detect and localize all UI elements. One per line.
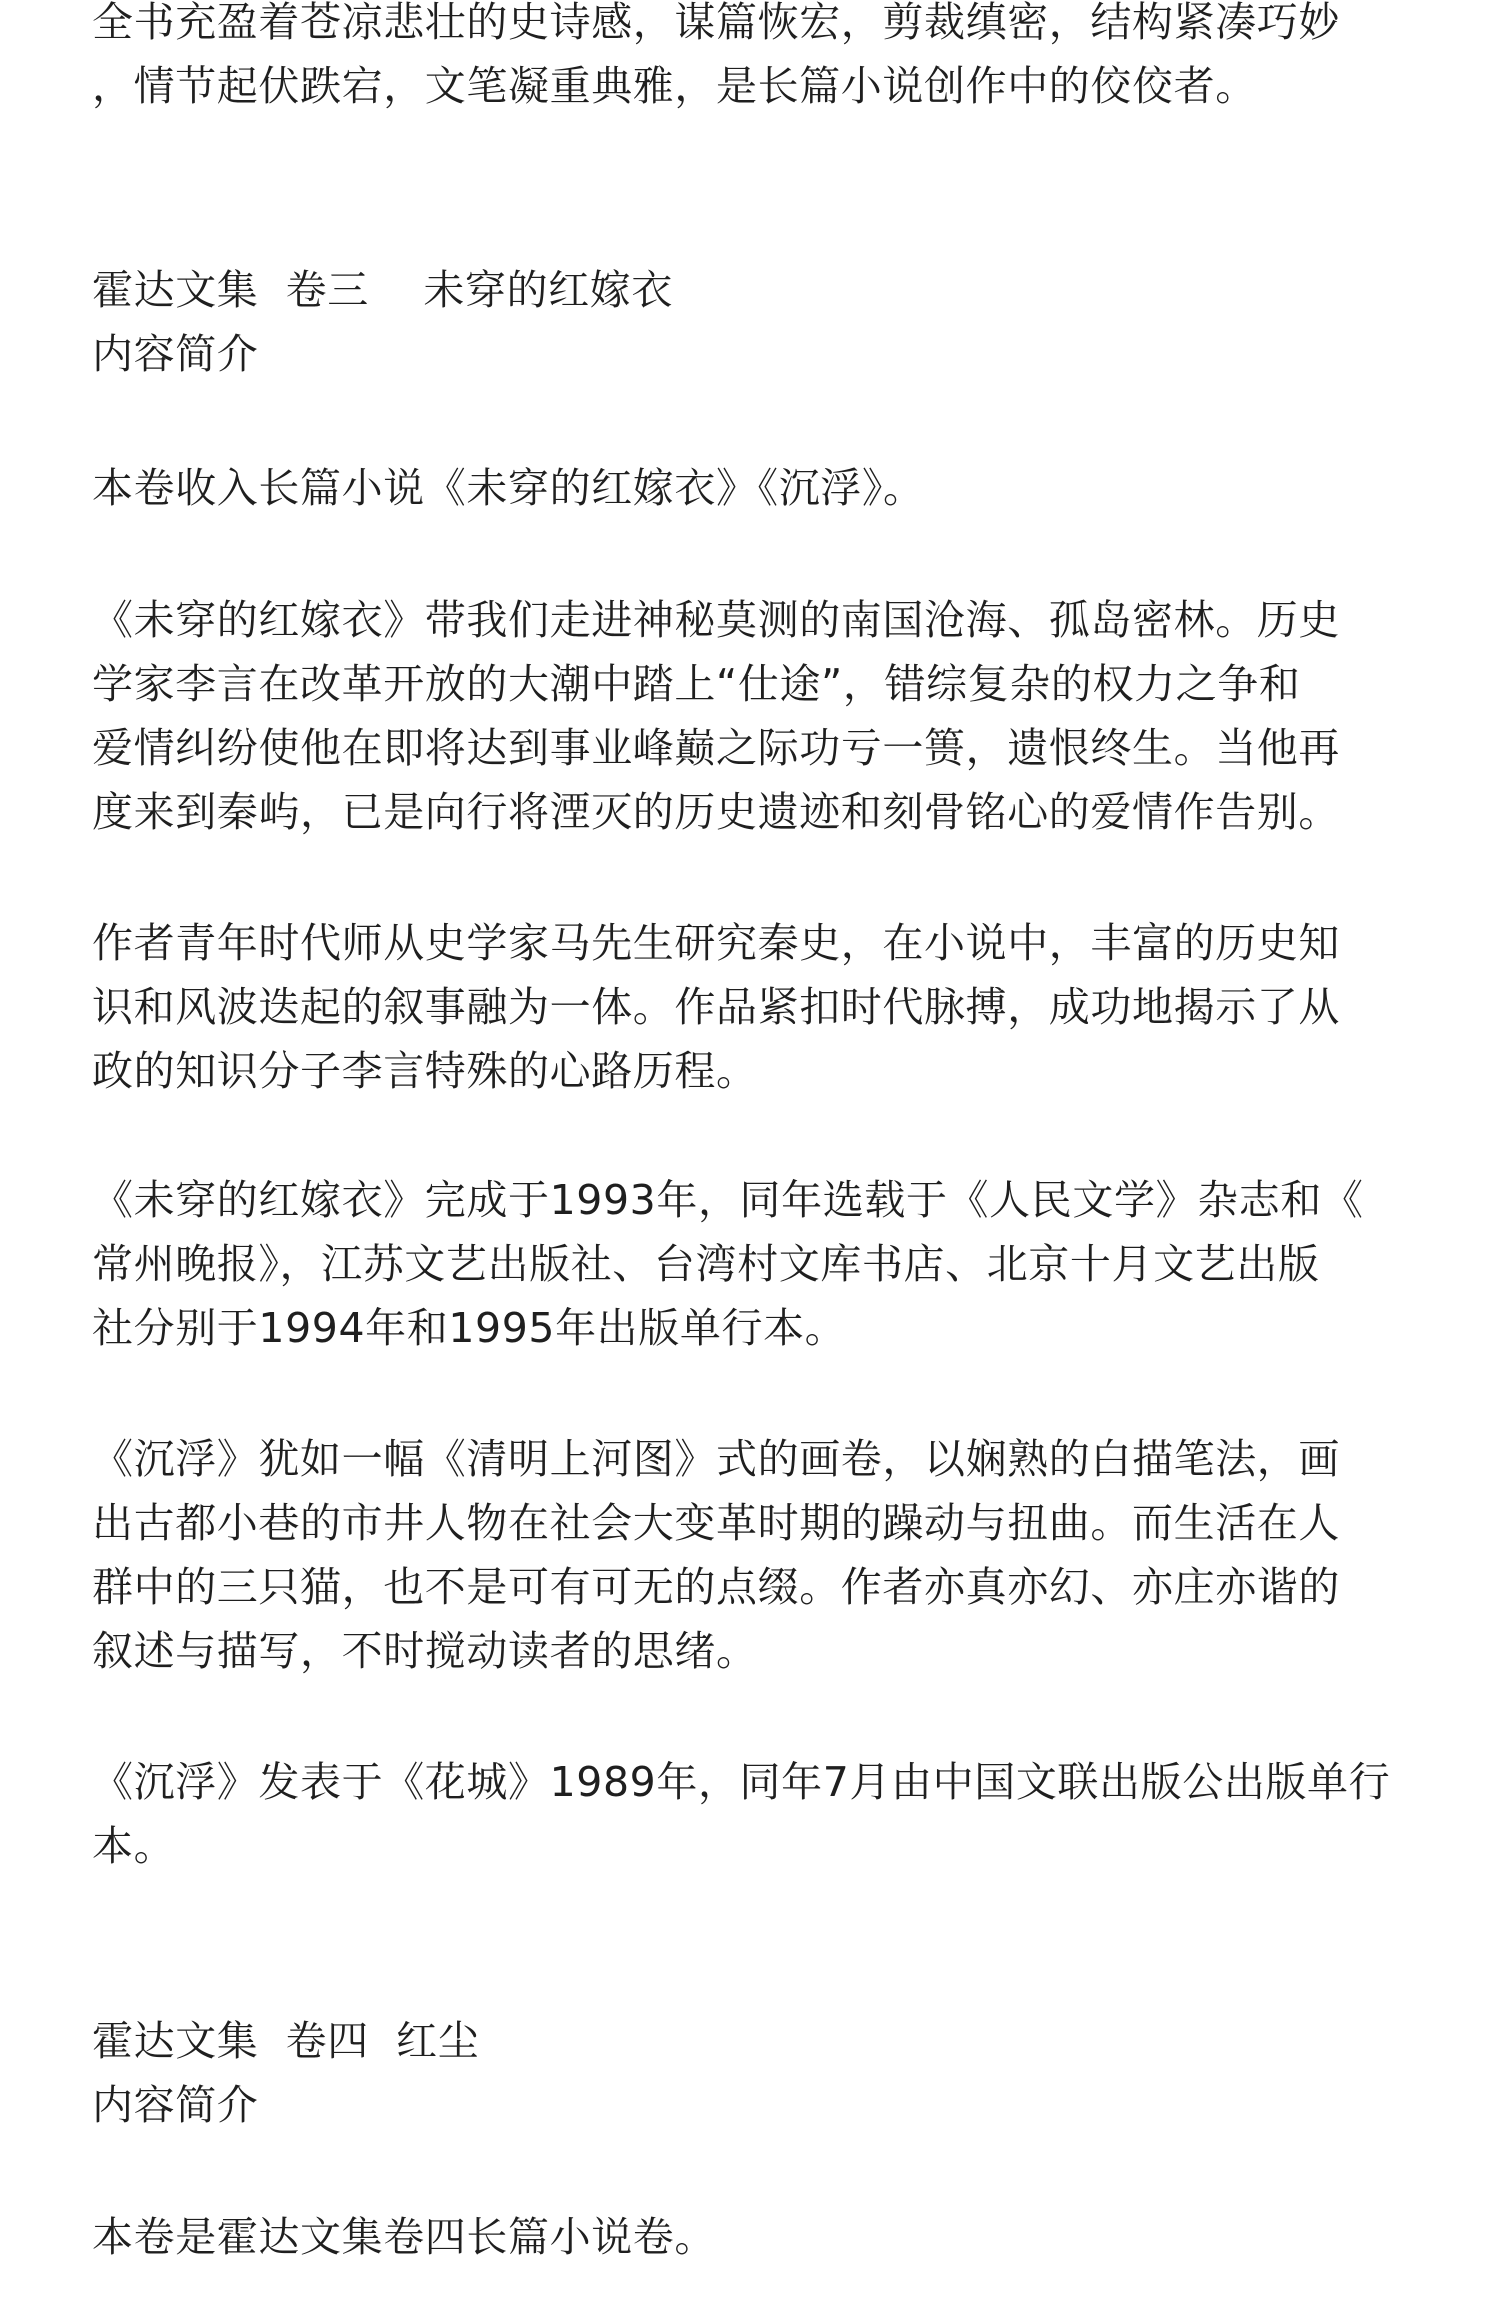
text-line: 学家李言在改革开放的大潮中踏上“仕途”，错综复杂的权力之争和 bbox=[92, 660, 1301, 708]
text-line: 本卷收入长篇小说《未穿的红嫁衣》《沉浮》。 bbox=[92, 464, 925, 512]
text-line: 出古都小巷的市井人物在社会大变革时期的躁动与扭曲。而生活在人 bbox=[92, 1499, 1340, 1547]
text-line: 叙述与描写，不时搅动读者的思绪。 bbox=[92, 1627, 758, 1675]
text-line: 本。 bbox=[92, 1822, 176, 1870]
text-line: 《未穿的红嫁衣》带我们走进神秘莫测的南国沧海、孤岛密林。历史 bbox=[92, 596, 1340, 644]
text-line: 作者青年时代师从史学家马先生研究秦史，在小说中，丰富的历史知 bbox=[92, 919, 1340, 967]
text-line: 常州晚报》，江苏文艺出版社、台湾村文库书店、北京十月文艺出版 bbox=[92, 1240, 1320, 1288]
text-line: 群中的三只猫，也不是可有可无的点缀。作者亦真亦幻、亦庄亦谐的 bbox=[92, 1563, 1340, 1611]
text-line: 全书充盈着苍凉悲壮的史诗感，谋篇恢宏，剪裁缜密，结构紧凑巧妙 bbox=[92, 0, 1340, 46]
text-line: 识和风波迭起的叙事融为一体。作品紧扣时代脉搏，成功地揭示了从 bbox=[92, 983, 1340, 1031]
text-line: 本卷是霍达文集卷四长篇小说卷。 bbox=[92, 2213, 716, 2261]
text-line: 《沉浮》发表于《花城》1989年，同年7月由中国文联出版公出版单行 bbox=[92, 1758, 1391, 1806]
paragraph bbox=[92, 588, 1340, 844]
text-line: ，情节起伏跌宕，文笔凝重典雅，是长篇小说创作中的佼佼者。 bbox=[92, 62, 1257, 110]
paragraph bbox=[92, 1427, 1340, 1683]
text-line: 度来到秦屿，已是向行将湮灭的历史遗迹和刻骨铭心的爱情作告别。 bbox=[92, 788, 1340, 836]
volume-title: 霍达文集 卷三 未穿的红嫁衣 bbox=[92, 266, 673, 314]
text-line: 《未穿的红嫁衣》完成于1993年，同年选载于《人民文学》杂志和《 bbox=[92, 1176, 1364, 1224]
text-line: 社分别于1994年和1995年出版单行本。 bbox=[92, 1304, 847, 1352]
paragraph bbox=[92, 456, 925, 520]
intro-paragraph bbox=[92, 0, 1340, 118]
paragraph bbox=[92, 2205, 716, 2269]
paragraph bbox=[92, 911, 1340, 1103]
volume-subtitle: 内容简介 bbox=[92, 330, 259, 378]
text-line: 《沉浮》犹如一幅《清明上河图》式的画卷，以娴熟的白描笔法，画 bbox=[92, 1435, 1340, 1483]
volume-subtitle: 内容简介 bbox=[92, 2081, 259, 2129]
section-title bbox=[92, 2009, 479, 2137]
paragraph bbox=[92, 1750, 1390, 1878]
section-title bbox=[92, 258, 673, 386]
text-line: 爱情纠纷使他在即将达到事业峰巅之际功亏一篑，遗恨终生。当他再 bbox=[92, 724, 1340, 772]
paragraph bbox=[92, 1168, 1364, 1360]
volume-title: 霍达文集 卷四 红尘 bbox=[92, 2017, 480, 2065]
text-line: 政的知识分子李言特殊的心路历程。 bbox=[92, 1047, 758, 1095]
